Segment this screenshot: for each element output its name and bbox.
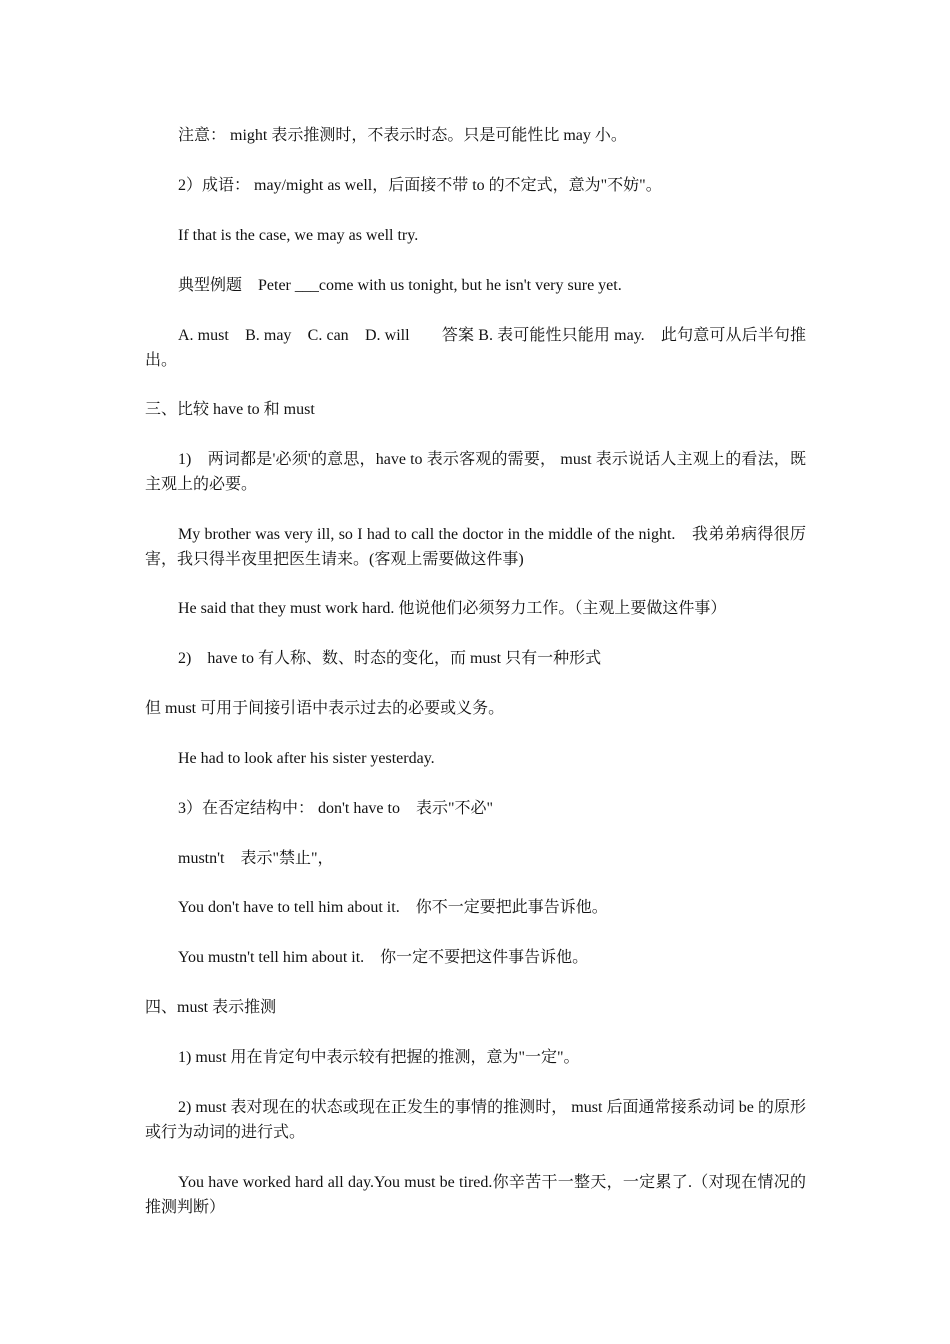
example-brother-paragraph: My brother was very ill, so I had to call the doctor in the middle of the night. 我弟弟病得很厉害，我只得半夜里把医生请来。(客观上需要做这件事) (145, 526, 806, 568)
point-2-paragraph: 2) have to 有人称、数、时态的变化，而 must 只有一种形式 (178, 650, 602, 667)
mustnt-meaning: mustn't 表示"禁止"， (178, 850, 334, 867)
typical-question: 典型例题 Peter ___come with us tonight, but he isn't very sure yet. (178, 277, 622, 294)
point-1-paragraph: 1) 两词都是'必须'的意思，have to 表示客观的需要， must 表示说话人主观上的看法，既主观上的必要。 (145, 451, 806, 493)
example-dont-have-to: You don't have to tell him about it. 你不一定要把此事告诉他。 (178, 899, 608, 916)
idiom-may-as-well-paragraph: 2）成语： may/might as well，后面接不带 to 的不定式，意为"不妨"。 (178, 177, 662, 194)
section-heading-must-inference: 四、must 表示推测 (145, 999, 277, 1016)
example-work-hard-paragraph: He said that they must work hard. 他说他们必须努力工作。（主观上要做这件事） (178, 600, 727, 617)
inference-point-1: 1) must 用在肯定句中表示较有把握的推测，意为"一定"。 (178, 1049, 580, 1066)
section-heading-compare: 三、比较 have to 和 must (145, 401, 315, 418)
point-3-paragraph: 3）在否定结构中： don't have to 表示"不必" (178, 800, 494, 817)
note-might-paragraph: 注意： might 表示推测时，不表示时态。只是可能性比 may 小。 (178, 127, 627, 144)
inference-point-2: 2) must 表对现在的状态或现在正发生的事情的推测时， must 后面通常接系动词 be 的原形或行为动词的进行式。 (145, 1099, 806, 1141)
example-sister-sentence: He had to look after his sister yesterday. (178, 750, 435, 767)
answer-options: A. must B. may C. can D. will 答案 B. 表可能性只能用 may. 此句意可从后半句推出。 (145, 327, 806, 369)
example-sentence: If that is the case, we may as well try. (178, 227, 419, 244)
indirect-speech-paragraph: 但 must 可用于间接引语中表示过去的必要或义务。 (145, 700, 505, 717)
example-tired-paragraph: You have worked hard all day.You must be tired.你辛苦干一整天，一定累了.（对现在情况的推测判断） (145, 1174, 806, 1216)
example-mustnt: You mustn't tell him about it. 你一定不要把这件事告诉他。 (178, 949, 589, 966)
